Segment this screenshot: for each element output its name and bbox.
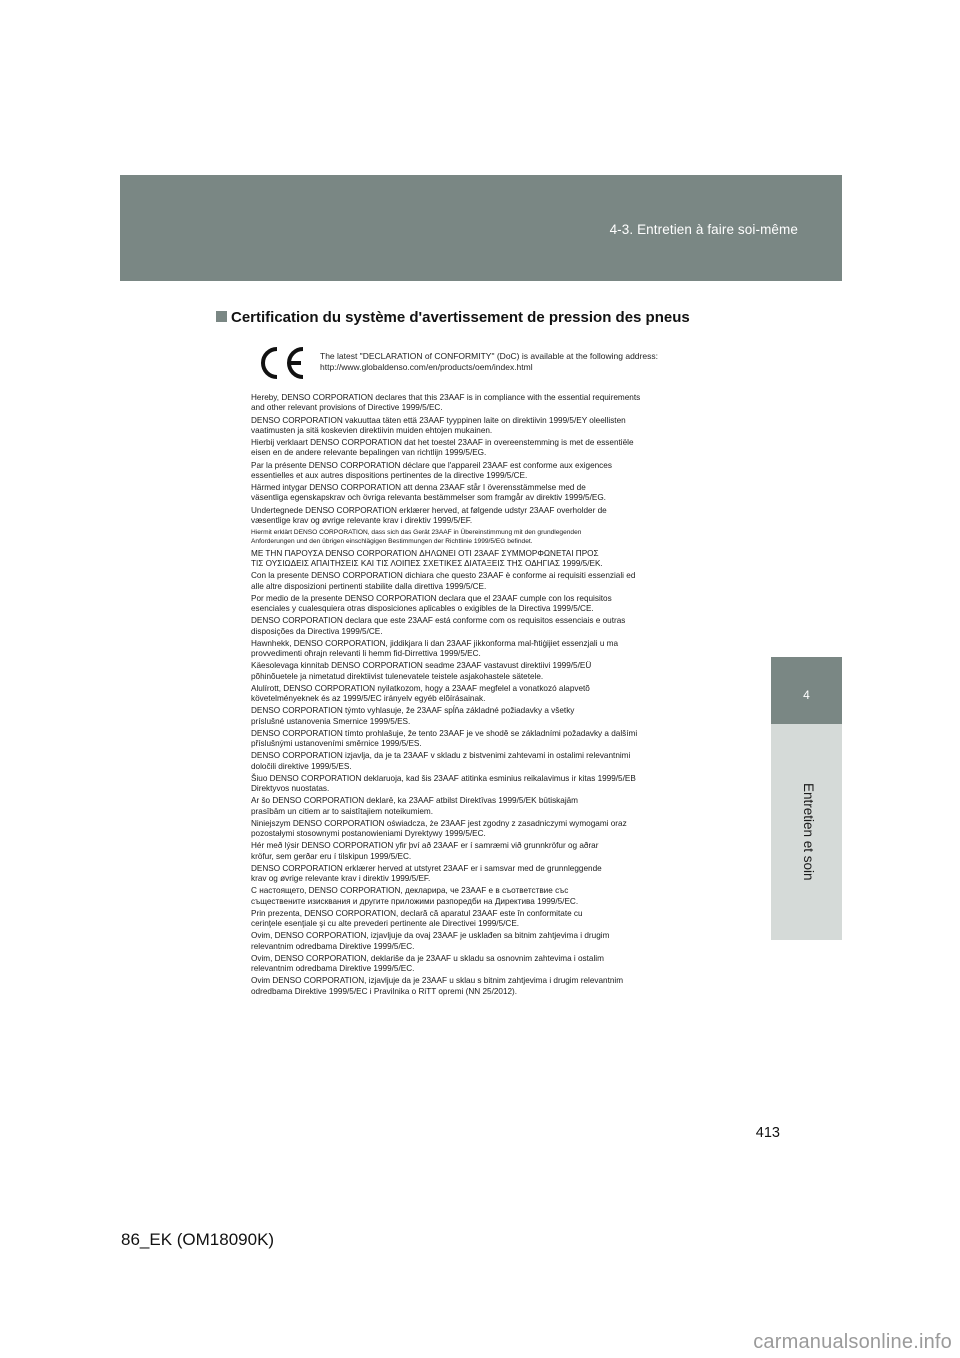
declaration-paragraph — [251, 954, 721, 974]
declaration-line: disposições da Directiva 1999/5/CE. — [251, 626, 383, 636]
declaration-line: DENSO CORPORATION declara que este 23AAF está conforme com os requisitos essenciais e outras — [251, 616, 626, 626]
ce-notice-line: The latest "DECLARATION of CONFORMITY" (DoC) is available at the following address: — [320, 351, 658, 361]
declaration-line: pozostałymi stosownymi postanowieniami Dyrektywy 1999/5/EC. — [251, 829, 486, 839]
declaration-line: Ovim DENSO CORPORATION, izjavljuje da je 23AAF u sklau s bitnim zahtjevima i drugim relevantnim — [251, 976, 624, 986]
declaration-paragraph — [251, 976, 721, 996]
declaration-line: ΜΕ ΤΗΝ ΠΑΡΟΥΣΑ DENSO CORPORATION ΔΗΛΩΝΕΙ ΟΤΙ 23AAF ΣΥΜΜΟΡΦΩΝΕΤΑΙ ΠΡΟΣ — [251, 548, 599, 558]
declaration-line: Undertegnede DENSO CORPORATION erklærer herved, at følgende udstyr 23AAF overholder de — [251, 505, 607, 515]
watermark: carmanualsonline.info — [753, 1331, 952, 1353]
declaration-paragraph — [251, 571, 721, 591]
ce-notice-url: http://www.globaldenso.com/en/products/oem/index.html — [320, 361, 533, 372]
declaration-line: DENSO CORPORATION tímto prohlašuje, že tento 23AAF je ve shodě se základními požadavky a dalšími — [251, 728, 638, 738]
declaration-line: väsentliga egenskapskrav och övriga relevanta bestämmelser som framgår av direktiv 1999/5/EG. — [251, 493, 606, 503]
document-code: 86_EK (OM18090K) — [121, 1230, 275, 1249]
declaration-line: Prin prezenta, DENSO CORPORATION, declară că aparatul 23AAF este în conformitate cu — [251, 908, 583, 918]
ce-mark-icon — [257, 345, 309, 381]
declaration-line: cerinţele esenţiale şi cu alte prevederi pertinente ale Directivei 1999/5/CE. — [251, 919, 520, 929]
declaration-line: krav og øvrige relevante krav i direktiv 1999/5/EF. — [251, 874, 431, 884]
declaration-paragraph — [251, 886, 721, 906]
declarations-list — [251, 393, 721, 999]
declaration-paragraph — [251, 819, 721, 839]
declaration-line: põhinõuetele ja nimetatud direktiivist tulenevatele teistele asjakohastele sätetele. — [251, 671, 544, 681]
declaration-paragraph — [251, 461, 721, 481]
declaration-paragraph — [251, 393, 721, 413]
declaration-line: odredbama Direktive 1999/5/EC i Pravilnika o RiTT opremi (NN 25/2012). — [251, 986, 518, 996]
declaration-paragraph — [251, 528, 721, 547]
declaration-line: DENSO CORPORATION týmto vyhlasuje, že 23AAF spĺňa základné požiadavky a všetky — [251, 706, 575, 716]
declaration-paragraph — [251, 841, 721, 861]
declaration-paragraph — [251, 774, 721, 794]
chapter-number: 4 — [803, 688, 810, 702]
heading-text: Certification du système d'avertissement de pression des pneus — [231, 309, 690, 326]
declaration-line: Hér með lýsir DENSO CORPORATION yfir því að 23AAF er í samræmi við grunnkröfur og aðrar — [251, 841, 599, 851]
declaration-paragraph — [251, 483, 721, 503]
declaration-line: provvedimenti oħrajn relevanti li hemm fid-Dirrettiva 1999/5/EC. — [251, 649, 481, 659]
declaration-line: Direktyvos nuostatas. — [251, 784, 330, 794]
declaration-paragraph — [251, 438, 721, 458]
declaration-paragraph — [251, 639, 721, 659]
declaration-line: essentielles et aux autres dispositions pertinentes de la directive 1999/5/CE. — [251, 470, 528, 480]
declaration-line: príslušné ustanovenia Smernice 1999/5/ES. — [251, 716, 411, 726]
declaration-line: Alulírott, DENSO CORPORATION nyilatkozom, hogy a 23AAF megfelel a vonatkozó alapvetõ — [251, 683, 590, 693]
declaration-paragraph — [251, 594, 721, 614]
declaration-line: kröfur, sem gerðar eru í tilskipun 1999/5/EC. — [251, 851, 412, 861]
declaration-paragraph — [251, 506, 721, 526]
chapter-label: Entretien et soin — [801, 783, 816, 881]
declaration-line: Por medio de la presente DENSO CORPORATION declara que el 23AAF cumple con los requisitos — [251, 593, 612, 603]
declaration-line: Šiuo DENSO CORPORATION deklaruoja, kad šis 23AAF atitinka esminius reikalavimus ir kitas 1999/5/EB — [251, 773, 636, 783]
declaration-line: ΤΙΣ ΟΥΣΙΩΔΕΙΣ ΑΠΑΙΤΗΣΕΙΣ ΚΑΙ ΤΙΣ ΛΟΙΠΕΣ ΣΧΕΤΙΚΕΣ ΔΙΑΤΑΞΕΙΣ ΤΗΣ ΟΔΗΓΙΑΣ 1999/5/ΕΚ. — [251, 559, 603, 569]
declaration-line: væsentlige krav og øvrige relevante krav i direktiv 1999/5/EF. — [251, 515, 473, 525]
declaration-line: Hereby, DENSO CORPORATION declares that this 23AAF is in compliance with the essential requirements — [251, 393, 641, 402]
declaration-paragraph — [251, 729, 721, 749]
declaration-line: Härmed intygar DENSO CORPORATION att denna 23AAF står I överensstämmelse med de — [251, 483, 586, 492]
declaration-line: določili direktive 1999/5/ES. — [251, 761, 352, 771]
declaration-line: prasībām un citiem ar to saistītajiem noteikumiem. — [251, 806, 434, 816]
declaration-line: С настоящето, DENSO CORPORATION, декларира, че 23AAF е в съответствие със — [251, 886, 569, 896]
declaration-line: Hierbij verklaart DENSO CORPORATION dat het toestel 23AAF in overeenstemming is met de essentiële — [251, 438, 634, 447]
declaration-line: Käesolevaga kinnitab DENSO CORPORATION seadme 23AAF vastavust direktiivi 1999/5/EÜ — [251, 661, 592, 671]
declaration-line: DENSO CORPORATION vakuuttaa täten että 23AAF tyyppinen laite on direktiivin 1999/5/EY oleellisten — [251, 415, 626, 425]
chapter-label-tab — [771, 724, 842, 940]
chapter-tab — [771, 657, 842, 724]
declaration-line: съществените изисквания и другите приложими разпоредби на Директива 1999/5/ЕС. — [251, 896, 579, 906]
declaration-paragraph — [251, 931, 721, 951]
declaration-line: and other relevant provisions of Directive 1999/5/EC. — [251, 403, 443, 413]
section-heading — [216, 309, 756, 326]
declaration-line: relevantnim odredbama Direktive 1999/5/EC. — [251, 941, 415, 951]
declaration-line: příslušnými ustanoveními směrnice 1999/5/ES. — [251, 739, 422, 749]
declaration-line: Con la presente DENSO CORPORATION dichiara che questo 23AAF è conforme ai requisiti essenziali ed — [251, 571, 636, 581]
declaration-paragraph — [251, 661, 721, 681]
page-number: 413 — [755, 1125, 780, 1141]
declaration-line: DENSO CORPORATION erklærer herved at utstyret 23AAF er i samsvar med de grunnleggende — [251, 863, 602, 873]
declaration-line: Ovim, DENSO CORPORATION, izjavljuje da ovaj 23AAF je usklađen sa bitnim zahtjevima i drugim — [251, 931, 610, 941]
declaration-line: Anforderungen und den übrigen einschlägigen Bestimmungen der Richtlinie 1999/5/EG befindet. — [251, 538, 533, 546]
declaration-paragraph — [251, 796, 721, 816]
declaration-line: Hiermit erklärt DENSO CORPORATION, dass sich das Gerät 23AAF in Übereinstimmung mit den grundlegenden — [251, 529, 582, 536]
declaration-line: esenciales y cualesquiera otras disposiciones aplicables o exigibles de la Directiva 1999/5/CE. — [251, 604, 594, 614]
declaration-line: követelményeknek és az 1999/5/EC irányelv egyéb elõírásainak. — [251, 694, 486, 704]
declaration-paragraph — [251, 706, 721, 726]
declaration-paragraph — [251, 549, 721, 569]
declaration-line: Par la présente DENSO CORPORATION déclare que l'appareil 23AAF est conforme aux exigences — [251, 460, 612, 470]
declaration-line: DENSO CORPORATION izjavlja, da je ta 23AAF v skladu z bistvenimi zahtevami in ostalimi relevantnimi — [251, 751, 631, 761]
declaration-line: Niniejszym DENSO CORPORATION oświadcza, że 23AAF jest zgodny z zasadniczymi wymogami oraz — [251, 818, 627, 828]
declaration-paragraph — [251, 416, 721, 436]
ce-notice — [320, 351, 740, 372]
declaration-line: relevantnim odredbama Direktive 1999/5/EC. — [251, 964, 415, 974]
declaration-line: vaatimusten ja sitä koskevien direktiivin muiden ehtojen mukainen. — [251, 425, 493, 435]
declaration-paragraph — [251, 751, 721, 771]
square-bullet-icon — [216, 311, 227, 322]
header-band — [120, 175, 842, 281]
declaration-line: eisen en de andere relevante bepalingen van richtlijn 1999/5/EG. — [251, 448, 487, 458]
section-title: 4-3. Entretien à faire soi-même — [609, 222, 798, 237]
declaration-paragraph — [251, 909, 721, 929]
declaration-paragraph — [251, 864, 721, 884]
declaration-line: alle altre disposizioni pertinenti stabilite dalla direttiva 1999/5/CE. — [251, 581, 487, 591]
declaration-line: Ar šo DENSO CORPORATION deklarē, ka 23AAF atbilst Direktīvas 1999/5/EK būtiskajām — [251, 796, 579, 806]
declaration-line: Ovim, DENSO CORPORATION, deklariše da je 23AAF u skladu sa osnovnim zahtevima i ostalim — [251, 953, 604, 963]
declaration-line: Hawnhekk, DENSO CORPORATION, jiddikjara li dan 23AAF jikkonforma mal-ħtiġijiet essenzjali u ma — [251, 638, 619, 648]
declaration-paragraph — [251, 684, 721, 704]
declaration-paragraph — [251, 616, 721, 636]
